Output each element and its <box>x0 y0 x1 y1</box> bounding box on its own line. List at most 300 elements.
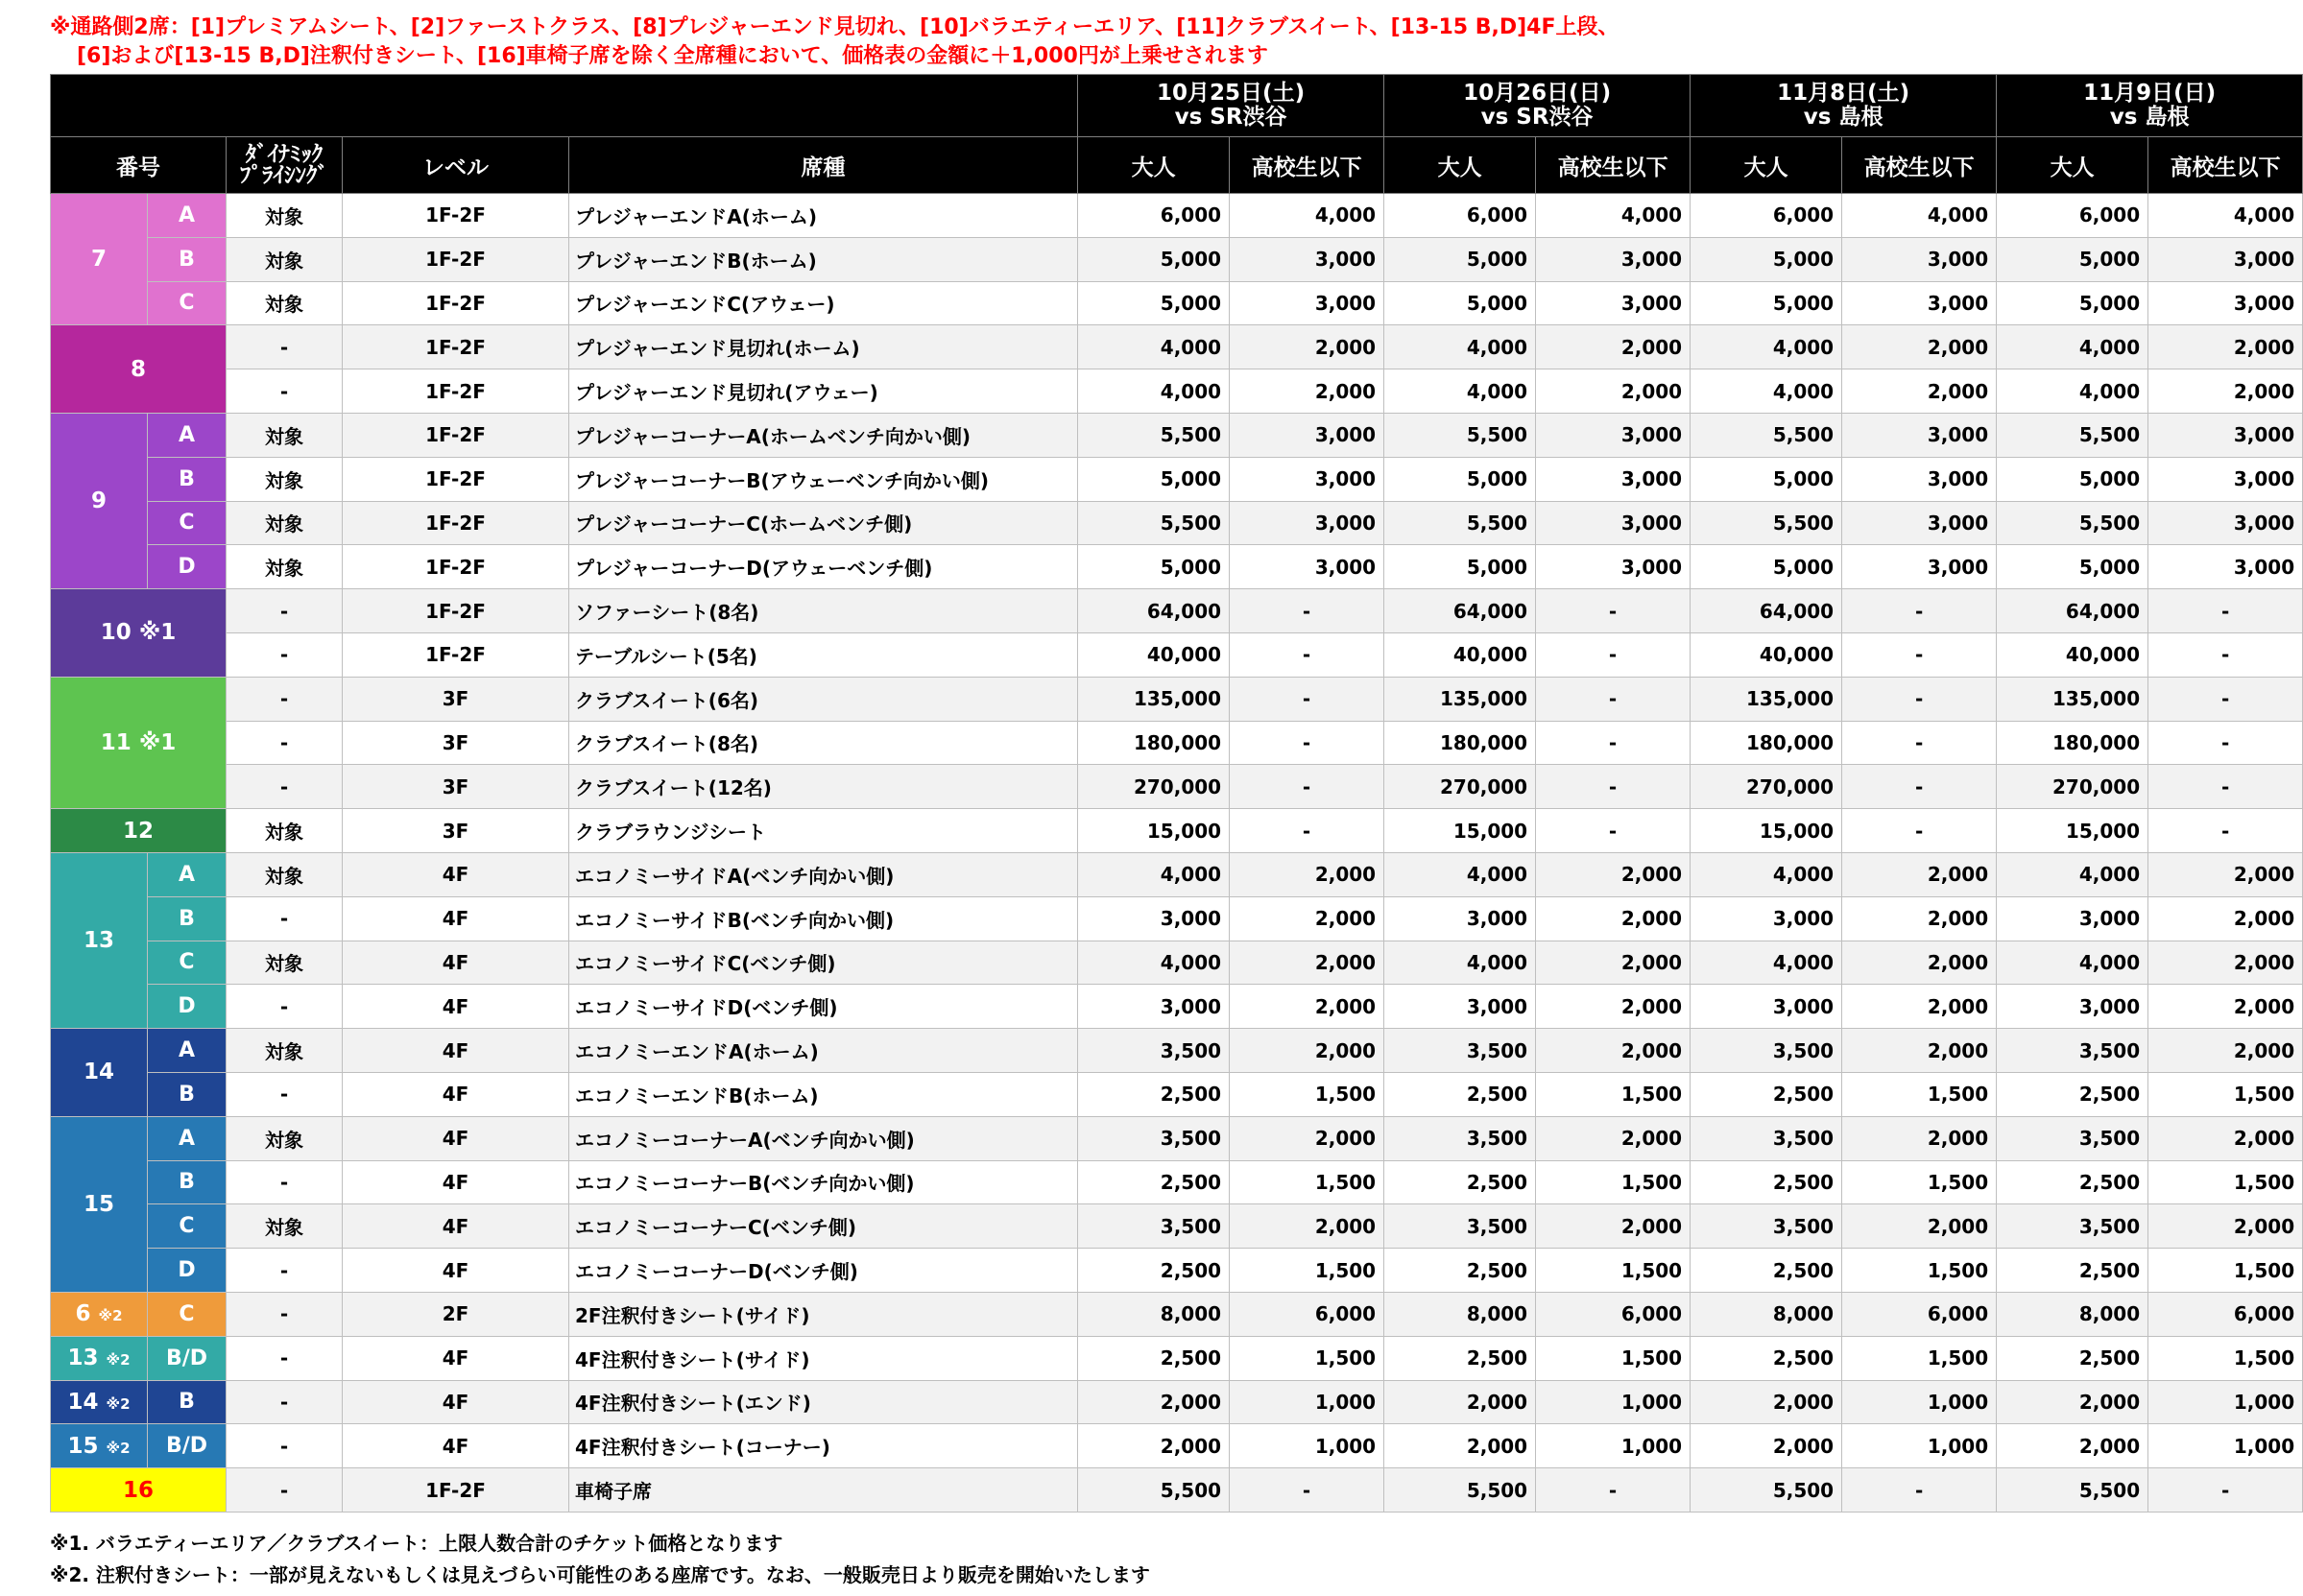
adult-price-cell: 5,000 <box>1691 457 1842 501</box>
adult-price-cell: 5,500 <box>1384 1468 1536 1513</box>
adult-price-cell: 2,500 <box>1078 1249 1230 1293</box>
student-price-cell: - <box>1230 721 1384 765</box>
student-price-cell: 1,000 <box>2148 1380 2303 1424</box>
adult-price-cell: 3,000 <box>1078 985 1230 1029</box>
level-cell: 4F <box>343 1424 569 1468</box>
dynamic-pricing-cell: 対象 <box>227 457 343 501</box>
student-price-cell: 3,000 <box>1842 413 1997 457</box>
adult-price-cell: 5,000 <box>1384 457 1536 501</box>
student-price-cell: 2,000 <box>1536 896 1691 941</box>
level-cell: 2F <box>343 1292 569 1336</box>
sub-block-cell: C <box>148 501 227 545</box>
student-price-cell: 6,000 <box>1536 1292 1691 1336</box>
adult-price-cell: 15,000 <box>1078 809 1230 853</box>
table-row <box>51 1468 2303 1513</box>
adult-price-cell: 3,500 <box>1384 1204 1536 1249</box>
adult-price-cell: 4,000 <box>1384 325 1536 369</box>
adult-price-cell: 3,500 <box>1691 1204 1842 1249</box>
student-price-cell: - <box>1230 632 1384 677</box>
level-cell: 1F-2F <box>343 501 569 545</box>
student-price-cell: 2,000 <box>1536 1029 1691 1073</box>
adult-price-cell: 2,500 <box>1691 1249 1842 1293</box>
header-student: 高校生以下 <box>1536 137 1691 194</box>
header-student: 高校生以下 <box>1230 137 1384 194</box>
adult-price-cell: 180,000 <box>1078 721 1230 765</box>
dynamic-pricing-cell: 対象 <box>227 194 343 238</box>
student-price-cell: 2,000 <box>1842 1204 1997 1249</box>
block-number-label: 15 <box>67 1433 99 1459</box>
table-row <box>51 1249 2303 1293</box>
level-cell: 4F <box>343 941 569 985</box>
student-price-cell: 2,000 <box>1230 325 1384 369</box>
student-price-cell: 4,000 <box>1536 194 1691 238</box>
level-cell: 3F <box>343 809 569 853</box>
student-price-cell: 3,000 <box>1536 545 1691 589</box>
student-price-cell: - <box>1842 765 1997 809</box>
student-price-cell: - <box>1536 677 1691 721</box>
level-cell: 4F <box>343 1116 569 1160</box>
dynamic-pricing-cell: - <box>227 1292 343 1336</box>
student-price-cell: 1,000 <box>1536 1424 1691 1468</box>
match-header: 10月26日(日) vs SR渋谷 <box>1384 75 1691 137</box>
student-price-cell: - <box>2148 721 2303 765</box>
adult-price-cell: 3,500 <box>1691 1029 1842 1073</box>
student-price-cell: 3,000 <box>1536 457 1691 501</box>
dynamic-pricing-cell: - <box>227 985 343 1029</box>
student-price-cell: 2,000 <box>2148 852 2303 896</box>
price-table-body <box>51 194 2303 1513</box>
seat-type-cell: エコノミーサイドD(ベンチ側) <box>569 985 1078 1029</box>
table-row <box>51 1424 2303 1468</box>
block-note-mark: ※2 <box>106 1394 131 1413</box>
student-price-cell: - <box>1842 1468 1997 1513</box>
adult-price-cell: 6,000 <box>1691 194 1842 238</box>
dynamic-pricing-cell: 対象 <box>227 413 343 457</box>
adult-price-cell: 4,000 <box>1691 369 1842 414</box>
level-cell: 4F <box>343 896 569 941</box>
seat-type-cell: エコノミーエンドA(ホーム) <box>569 1029 1078 1073</box>
adult-price-cell: 2,500 <box>1384 1336 1536 1380</box>
level-cell: 4F <box>343 1249 569 1293</box>
table-row <box>51 809 2303 853</box>
seat-type-cell: 2F注釈付きシート(サイド) <box>569 1292 1078 1336</box>
adult-price-cell: 3,500 <box>1078 1029 1230 1073</box>
student-price-cell: 1,500 <box>2148 1249 2303 1293</box>
block-number-cell <box>51 589 227 678</box>
student-price-cell: - <box>1536 1468 1691 1513</box>
adult-price-cell: 2,500 <box>1691 1160 1842 1204</box>
seat-type-cell: テーブルシート(5名) <box>569 632 1078 677</box>
sub-block-cell: B <box>148 1072 227 1116</box>
level-cell: 1F-2F <box>343 281 569 325</box>
adult-price-cell: 5,500 <box>1691 413 1842 457</box>
student-price-cell: 4,000 <box>2148 194 2303 238</box>
adult-price-cell: 2,500 <box>1078 1336 1230 1380</box>
block-number-label: 13 <box>83 928 114 954</box>
dynamic-pricing-cell: 対象 <box>227 1204 343 1249</box>
block-number-cell <box>51 1029 148 1117</box>
adult-price-cell: 64,000 <box>1384 589 1536 633</box>
student-price-cell: 3,000 <box>1230 281 1384 325</box>
dynamic-pricing-cell: - <box>227 1424 343 1468</box>
block-note-mark: ※1 <box>138 620 177 646</box>
level-cell: 1F-2F <box>343 1468 569 1513</box>
dynamic-pricing-cell: - <box>227 1336 343 1380</box>
level-cell: 4F <box>343 1029 569 1073</box>
table-row <box>51 457 2303 501</box>
dynamic-pricing-cell: 対象 <box>227 237 343 281</box>
student-price-cell: 3,000 <box>1230 501 1384 545</box>
student-price-cell: - <box>1842 632 1997 677</box>
block-number-cell <box>51 1292 148 1336</box>
student-price-cell: 3,000 <box>2148 545 2303 589</box>
adult-price-cell: 2,000 <box>1997 1424 2148 1468</box>
block-number-label: 14 <box>83 1060 114 1085</box>
level-cell: 4F <box>343 852 569 896</box>
adult-price-cell: 5,000 <box>1691 237 1842 281</box>
table-row <box>51 545 2303 589</box>
adult-price-cell: 270,000 <box>1384 765 1536 809</box>
student-price-cell: 2,000 <box>1230 852 1384 896</box>
table-row <box>51 632 2303 677</box>
table-row <box>51 721 2303 765</box>
adult-price-cell: 40,000 <box>1078 632 1230 677</box>
adult-price-cell: 5,000 <box>1997 457 2148 501</box>
adult-price-cell: 2,000 <box>1078 1380 1230 1424</box>
student-price-cell: - <box>1842 589 1997 633</box>
student-price-cell: 1,500 <box>1230 1336 1384 1380</box>
seat-type-cell: クラブスイート(8名) <box>569 721 1078 765</box>
dynamic-pricing-cell: - <box>227 1468 343 1513</box>
block-number-cell <box>51 809 227 853</box>
student-price-cell: 2,000 <box>1230 1029 1384 1073</box>
seat-type-cell: エコノミーコーナーC(ベンチ側) <box>569 1204 1078 1249</box>
seat-type-cell: クラブスイート(12名) <box>569 765 1078 809</box>
table-row <box>51 1292 2303 1336</box>
adult-price-cell: 64,000 <box>1078 589 1230 633</box>
student-price-cell: 3,000 <box>1536 501 1691 545</box>
block-number-cell <box>51 413 148 588</box>
block-number-label: 9 <box>90 488 107 514</box>
adult-price-cell: 2,500 <box>1384 1072 1536 1116</box>
adult-price-cell: 3,500 <box>1691 1116 1842 1160</box>
block-number-label: 15 <box>83 1191 114 1217</box>
dynamic-pricing-cell: 対象 <box>227 809 343 853</box>
level-cell: 4F <box>343 1380 569 1424</box>
adult-price-cell: 5,500 <box>1997 1468 2148 1513</box>
seat-type-cell: クラブラウンジシート <box>569 809 1078 853</box>
adult-price-cell: 5,500 <box>1691 1468 1842 1513</box>
student-price-cell: - <box>2148 589 2303 633</box>
student-price-cell: 2,000 <box>1842 896 1997 941</box>
student-price-cell: 1,500 <box>1536 1336 1691 1380</box>
adult-price-cell: 5,000 <box>1078 545 1230 589</box>
student-price-cell: 2,000 <box>2148 1029 2303 1073</box>
level-cell: 4F <box>343 1072 569 1116</box>
header-blank <box>51 75 1078 137</box>
student-price-cell: 3,000 <box>1536 281 1691 325</box>
match-header: 11月8日(土) vs 島根 <box>1691 75 1997 137</box>
level-cell: 3F <box>343 677 569 721</box>
adult-price-cell: 64,000 <box>1997 589 2148 633</box>
table-row <box>51 413 2303 457</box>
student-price-cell: 3,000 <box>2148 457 2303 501</box>
block-number-label: 16 <box>122 1477 154 1503</box>
footnote-2: ※2. 注釈付きシート：一部が見えないもしくは見えづらい可能性のある座席です。なお、一般販売日より販売を開始いたします <box>50 1563 1150 1586</box>
seat-type-cell: プレジャーエンド見切れ(アウェー) <box>569 369 1078 414</box>
adult-price-cell: 270,000 <box>1691 765 1842 809</box>
block-note-mark: ※1 <box>138 729 177 755</box>
adult-price-cell: 2,500 <box>1384 1249 1536 1293</box>
adult-price-cell: 8,000 <box>1384 1292 1536 1336</box>
adult-price-cell: 5,000 <box>1691 545 1842 589</box>
student-price-cell: - <box>1842 721 1997 765</box>
block-number-label: 14 <box>67 1389 99 1415</box>
seat-type-cell: エコノミーサイドB(ベンチ向かい側) <box>569 896 1078 941</box>
adult-price-cell: 4,000 <box>1078 325 1230 369</box>
student-price-cell: - <box>2148 1468 2303 1513</box>
student-price-cell: 6,000 <box>1842 1292 1997 1336</box>
student-price-cell: 3,000 <box>1842 281 1997 325</box>
student-price-cell: 3,000 <box>2148 501 2303 545</box>
student-price-cell: 6,000 <box>2148 1292 2303 1336</box>
header-number: 番号 <box>51 137 227 194</box>
sub-block-cell: C <box>148 1292 227 1336</box>
adult-price-cell: 2,500 <box>1997 1160 2148 1204</box>
adult-price-cell: 2,000 <box>1384 1424 1536 1468</box>
table-row <box>51 589 2303 633</box>
adult-price-cell: 3,500 <box>1997 1029 2148 1073</box>
adult-price-cell: 4,000 <box>1997 325 2148 369</box>
block-number-label: 10 <box>100 620 132 646</box>
adult-price-cell: 3,000 <box>1384 985 1536 1029</box>
sub-block-cell: C <box>148 1204 227 1249</box>
student-price-cell: 1,500 <box>1230 1249 1384 1293</box>
level-cell: 1F-2F <box>343 413 569 457</box>
level-cell: 3F <box>343 721 569 765</box>
adult-price-cell: 4,000 <box>1997 852 2148 896</box>
footnotes <box>50 1528 1150 1591</box>
adult-price-cell: 5,000 <box>1078 281 1230 325</box>
student-price-cell: - <box>1842 809 1997 853</box>
student-price-cell: 3,000 <box>1842 457 1997 501</box>
adult-price-cell: 135,000 <box>1691 677 1842 721</box>
level-cell: 1F-2F <box>343 237 569 281</box>
seat-type-cell: エコノミーサイドA(ベンチ向かい側) <box>569 852 1078 896</box>
header-adult: 大人 <box>1691 137 1842 194</box>
adult-price-cell: 2,500 <box>1384 1160 1536 1204</box>
dynamic-pricing-cell: - <box>227 325 343 369</box>
student-price-cell: 4,000 <box>1842 194 1997 238</box>
table-row <box>51 985 2303 1029</box>
adult-price-cell: 3,000 <box>1691 896 1842 941</box>
student-price-cell: 1,500 <box>1842 1336 1997 1380</box>
table-row <box>51 677 2303 721</box>
student-price-cell: 1,500 <box>2148 1072 2303 1116</box>
student-price-cell: 4,000 <box>1230 194 1384 238</box>
student-price-cell: 1,500 <box>1842 1160 1997 1204</box>
student-price-cell: 6,000 <box>1230 1292 1384 1336</box>
sub-block-cell: C <box>148 941 227 985</box>
student-price-cell: 2,000 <box>1842 941 1997 985</box>
student-price-cell: 1,000 <box>1842 1424 1997 1468</box>
adult-price-cell: 3,000 <box>1997 985 2148 1029</box>
header-row-dates <box>51 75 2303 137</box>
adult-price-cell: 5,500 <box>1384 413 1536 457</box>
header-adult: 大人 <box>1384 137 1536 194</box>
sub-block-cell: D <box>148 985 227 1029</box>
student-price-cell: 2,000 <box>1842 985 1997 1029</box>
dynamic-pricing-cell: 対象 <box>227 545 343 589</box>
student-price-cell: 2,000 <box>1536 1204 1691 1249</box>
adult-price-cell: 15,000 <box>1384 809 1536 853</box>
adult-price-cell: 3,500 <box>1078 1116 1230 1160</box>
notice-line-2: [6]および[13-15 B,D]注釈付きシート、[16]車椅子席を除く全席種において、価格表の金額に＋1,000円が上乗せされます <box>77 44 1268 68</box>
adult-price-cell: 5,000 <box>1997 237 2148 281</box>
level-cell: 4F <box>343 1204 569 1249</box>
table-row <box>51 1204 2303 1249</box>
student-price-cell: 2,000 <box>2148 896 2303 941</box>
block-note-mark: ※2 <box>106 1439 131 1457</box>
adult-price-cell: 4,000 <box>1691 941 1842 985</box>
dynamic-pricing-cell: 対象 <box>227 852 343 896</box>
adult-price-cell: 3,500 <box>1997 1204 2148 1249</box>
student-price-cell: 3,000 <box>2148 413 2303 457</box>
adult-price-cell: 3,500 <box>1384 1116 1536 1160</box>
student-price-cell: 2,000 <box>1536 941 1691 985</box>
dynamic-pricing-cell: - <box>227 721 343 765</box>
table-row <box>51 765 2303 809</box>
table-row <box>51 1029 2303 1073</box>
table-row <box>51 501 2303 545</box>
adult-price-cell: 5,000 <box>1384 545 1536 589</box>
adult-price-cell: 40,000 <box>1691 632 1842 677</box>
sub-block-cell: B <box>148 1380 227 1424</box>
block-number-cell <box>51 1116 148 1292</box>
student-price-cell: 1,500 <box>1842 1072 1997 1116</box>
student-price-cell: 3,000 <box>1230 237 1384 281</box>
sub-block-cell: D <box>148 1249 227 1293</box>
seat-type-cell: エコノミーエンドB(ホーム) <box>569 1072 1078 1116</box>
student-price-cell: - <box>1230 1468 1384 1513</box>
student-price-cell: 2,000 <box>1842 1116 1997 1160</box>
student-price-cell: - <box>1842 677 1997 721</box>
student-price-cell: - <box>2148 765 2303 809</box>
seat-type-cell: エコノミーコーナーD(ベンチ側) <box>569 1249 1078 1293</box>
student-price-cell: 2,000 <box>1536 325 1691 369</box>
block-number-cell <box>51 1336 148 1380</box>
student-price-cell: 3,000 <box>2148 281 2303 325</box>
seat-type-cell: エコノミーコーナーA(ベンチ向かい側) <box>569 1116 1078 1160</box>
adult-price-cell: 2,000 <box>1691 1424 1842 1468</box>
block-number-label: 13 <box>67 1346 99 1371</box>
student-price-cell: 1,000 <box>1230 1380 1384 1424</box>
student-price-cell: - <box>1536 809 1691 853</box>
seat-type-cell: 4F注釈付きシート(エンド) <box>569 1380 1078 1424</box>
seat-type-cell: プレジャーエンドC(アウェー) <box>569 281 1078 325</box>
level-cell: 1F-2F <box>343 325 569 369</box>
adult-price-cell: 3,500 <box>1078 1204 1230 1249</box>
dynamic-pricing-cell: - <box>227 1249 343 1293</box>
table-row <box>51 325 2303 369</box>
adult-price-cell: 4,000 <box>1384 852 1536 896</box>
table-row <box>51 896 2303 941</box>
footnote-1: ※1. バラエティーエリア／クラブスイート：上限人数合計のチケット価格となります <box>50 1532 783 1555</box>
table-row <box>51 1116 2303 1160</box>
table-row <box>51 852 2303 896</box>
student-price-cell: 2,000 <box>2148 941 2303 985</box>
adult-price-cell: 64,000 <box>1691 589 1842 633</box>
notice-line-1: ※通路側2席：[1]プレミアムシート、[2]ファーストクラス、[8]プレジャーエンド見切れ、[10]バラエティーエリア、[11]クラブスイート、[13-15 B,D]4F上段、 <box>50 15 1619 39</box>
dynamic-pricing-cell: - <box>227 1380 343 1424</box>
dynamic-pricing-cell: 対象 <box>227 501 343 545</box>
adult-price-cell: 4,000 <box>1997 941 2148 985</box>
adult-price-cell: 40,000 <box>1997 632 2148 677</box>
student-price-cell: 3,000 <box>2148 237 2303 281</box>
adult-price-cell: 8,000 <box>1691 1292 1842 1336</box>
header-student: 高校生以下 <box>2148 137 2303 194</box>
seat-type-cell: 4F注釈付きシート(サイド) <box>569 1336 1078 1380</box>
adult-price-cell: 3,000 <box>1997 896 2148 941</box>
seat-type-cell: ソファーシート(8名) <box>569 589 1078 633</box>
adult-price-cell: 3,500 <box>1997 1116 2148 1160</box>
adult-price-cell: 5,500 <box>1997 501 2148 545</box>
adult-price-cell: 3,000 <box>1384 896 1536 941</box>
header-row-columns <box>51 137 2303 194</box>
student-price-cell: 1,500 <box>1536 1249 1691 1293</box>
sub-block-cell: B/D <box>148 1424 227 1468</box>
seat-type-cell: プレジャーエンドA(ホーム) <box>569 194 1078 238</box>
block-note-mark: ※2 <box>106 1351 131 1370</box>
student-price-cell: - <box>2148 677 2303 721</box>
adult-price-cell: 4,000 <box>1384 369 1536 414</box>
adult-price-cell: 2,500 <box>1691 1336 1842 1380</box>
seat-type-cell: エコノミーサイドC(ベンチ側) <box>569 941 1078 985</box>
adult-price-cell: 5,000 <box>1997 545 2148 589</box>
adult-price-cell: 2,000 <box>1997 1380 2148 1424</box>
level-cell: 4F <box>343 1336 569 1380</box>
adult-price-cell: 5,500 <box>1078 413 1230 457</box>
sub-block-cell: B <box>148 457 227 501</box>
student-price-cell: - <box>1536 589 1691 633</box>
block-number-label: 8 <box>130 356 146 382</box>
student-price-cell: 2,000 <box>1230 1204 1384 1249</box>
adult-price-cell: 180,000 <box>1997 721 2148 765</box>
dynamic-pricing-cell: 対象 <box>227 1116 343 1160</box>
seat-type-cell: プレジャーエンドB(ホーム) <box>569 237 1078 281</box>
adult-price-cell: 2,000 <box>1384 1380 1536 1424</box>
dynamic-pricing-cell: - <box>227 1072 343 1116</box>
level-cell: 1F-2F <box>343 457 569 501</box>
header-level: レベル <box>343 137 569 194</box>
adult-price-cell: 5,000 <box>1078 237 1230 281</box>
adult-price-cell: 2,500 <box>1997 1072 2148 1116</box>
seat-type-cell: クラブスイート(6名) <box>569 677 1078 721</box>
adult-price-cell: 15,000 <box>1997 809 2148 853</box>
block-number-label: 12 <box>122 818 154 844</box>
adult-price-cell: 5,500 <box>1384 501 1536 545</box>
student-price-cell: 3,000 <box>1842 545 1997 589</box>
adult-price-cell: 5,000 <box>1997 281 2148 325</box>
table-row <box>51 1380 2303 1424</box>
sub-block-cell: A <box>148 413 227 457</box>
dynamic-pricing-cell: - <box>227 1160 343 1204</box>
header-seat-type: 席種 <box>569 137 1078 194</box>
student-price-cell: 2,000 <box>2148 325 2303 369</box>
student-price-cell: 2,000 <box>1230 985 1384 1029</box>
seat-type-cell: エコノミーコーナーB(ベンチ向かい側) <box>569 1160 1078 1204</box>
block-number-cell <box>51 325 227 414</box>
